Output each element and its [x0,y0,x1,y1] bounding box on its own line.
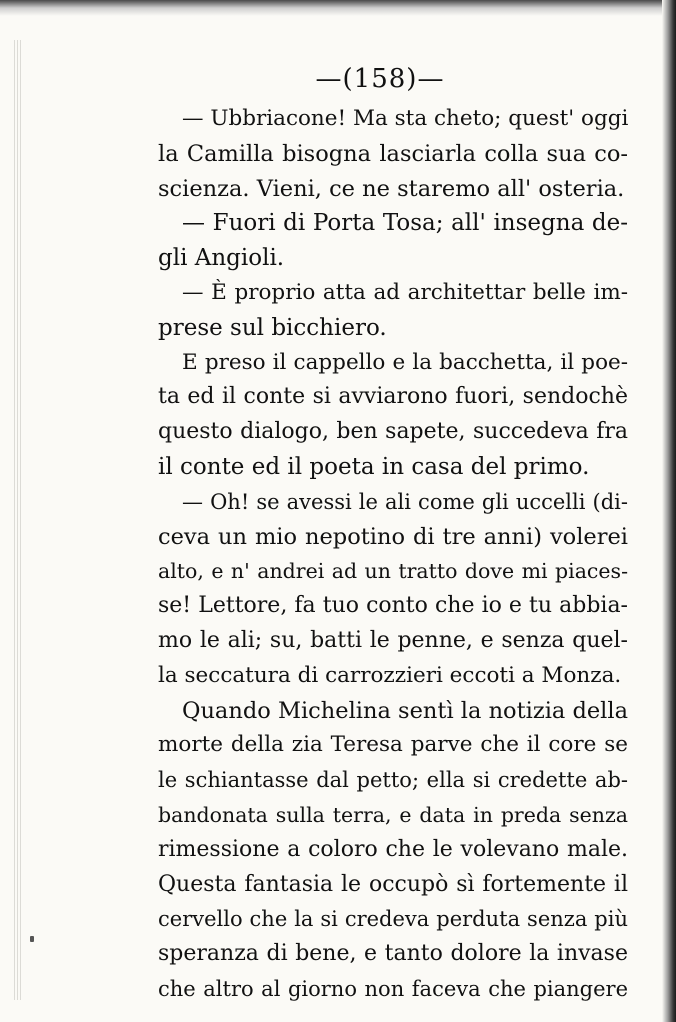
text-line: morte della zia Teresa parve che il core se [158,732,628,758]
text-line: cervello che la si credeva perduta senza più [158,907,628,932]
text-line: se! Lettore, fa tuo conto che io e tu abbia- [158,593,628,619]
text-line: alto, e n' andrei ad un tratto dove mi piaces- [158,559,628,584]
text-line: — Oh! se avessi le ali come gli uccelli (di- [182,489,628,514]
text-line: la Camilla bisogna lasciarla colla sua co- [158,140,628,167]
text-line: E preso il cappello e la bacchetta, il poe- [182,349,628,375]
text-line: gli Angioli. [158,245,285,272]
text-line: Quando Michelina sentì la notizia della [182,697,628,724]
text-line: speranza di bene, e tanto dolore la invase [158,941,628,967]
text-line: — Ubbriacone! Ma sta cheto; quest' oggi [182,106,629,131]
text-line: ceva un mio nepotino di tre anni) volerei [158,523,628,550]
text-line: bandonata sulla terra, e data in preda senza [158,802,628,827]
page-number: —(158)— [315,64,445,94]
text-line: Questa fantasia le occupò sì fortemente il [158,871,628,897]
text-line: che altro al giorno non faceva che piangere [158,976,628,1001]
page-top-shadow [0,0,676,16]
text-line: questo dialogo, ben sapete, succedeva fra [158,419,628,445]
body-text [158,102,628,1007]
text-line: scienza. Vieni, ce ne staremo all' osteria. [158,175,625,202]
text-line: il conte ed il poeta in casa del primo. [158,453,590,480]
text-line: la seccatura di carrozzieri eccoti a Monza. [158,662,622,688]
text-line: — È proprio atta ad architettar belle im- [182,279,628,305]
text-line: prese sul bicchiero. [158,314,387,341]
gutter-speck [30,936,34,942]
text-line: ta ed il conte si avviarono fuori, sendochè [158,384,628,410]
text-line: mo le ali; su, batti le penne, e senza quel- [158,627,628,653]
text-line: rimessione a coloro che le volevano male. [158,836,628,862]
text-line: le schiantasse dal petto; ella si credette ab- [158,768,628,793]
page-right-shadow [662,0,676,1022]
text-line: — Fuori di Porta Tosa; all' insegna de- [182,210,628,237]
page-gutter [14,40,22,1000]
